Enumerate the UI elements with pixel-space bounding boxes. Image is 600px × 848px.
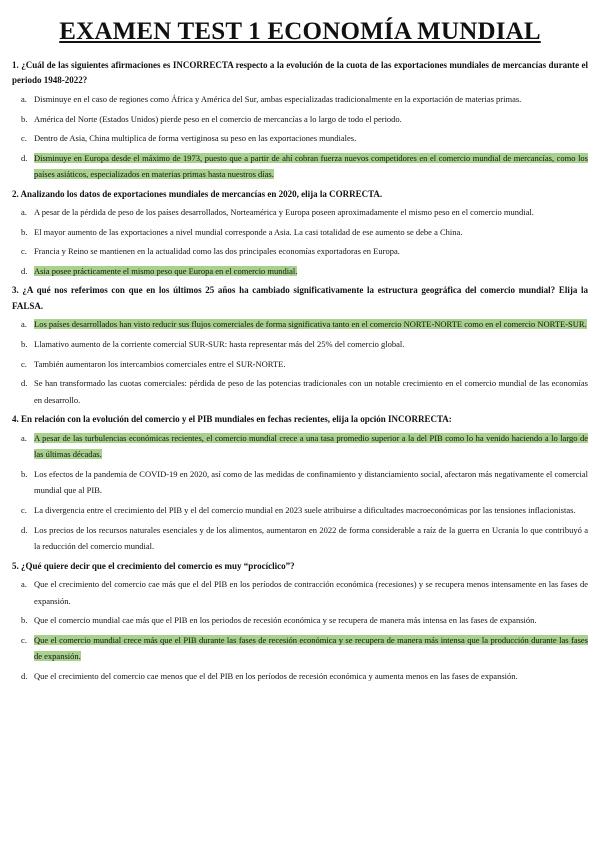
question-statement: ¿A qué nos referimos con que en los últimos 25 años ha cambiado significativamente la estructura geográfica del comercio mundial? Elija la FALSA. bbox=[12, 285, 588, 311]
answer-list bbox=[12, 204, 588, 279]
question-text bbox=[12, 58, 588, 89]
answer-option bbox=[12, 224, 588, 241]
answer-option bbox=[12, 502, 588, 519]
answer-text: Los precios de los recursos naturales esenciales y de los alimentos, aumentaron en 2022 de forma considerable a raíz de la guerra en Ucrania lo que contribuyó a la reducción del comercio mundial. bbox=[34, 524, 588, 552]
page-title: EXAMEN TEST 1 ECONOMÍA MUNDIAL bbox=[59, 18, 541, 45]
answer-option bbox=[12, 336, 588, 353]
answer-text-highlighted: Que el comercio mundial crece más que el PIB durante las fases de recesión económica y se recupera de manera más intensa que la producción durante las fases de expansión. bbox=[34, 634, 588, 662]
answer-text: Llamativo aumento de la corriente comercial SUR-SUR: hasta representar más del 25% del comercio global. bbox=[34, 338, 405, 349]
question-block bbox=[12, 187, 588, 280]
answer-text: Que el comercio mundial cae más que el PIB en los periodos de recesión económica y se recupera de manera más intensa en las fases de expansión. bbox=[34, 615, 537, 626]
answer-option bbox=[12, 375, 588, 408]
answer-option bbox=[12, 466, 588, 499]
answer-letter: a. bbox=[21, 207, 27, 218]
question-block bbox=[12, 58, 588, 183]
answer-text: Que el crecimiento del comercio cae más que el del PIB en los períodos de contracción económica (recesiones) y se recupera menos intensamente en las fases de expansión. bbox=[34, 579, 588, 606]
answer-option-correct bbox=[12, 316, 588, 333]
answer-text-highlighted: Disminuye en Europa desde el máximo de 1973, puesto que a partir de ahí cobran fuerza nuevos competidores en el comercio mundial de mercancías, como los países asiáticos, especializados en materias primas hasta nuestros días. bbox=[34, 152, 588, 180]
question-block bbox=[12, 559, 588, 685]
answer-list bbox=[12, 316, 588, 408]
answer-text: El mayor aumento de las exportaciones a nivel mundial corresponde a Asia. La casi totalidad de ese aumento se debe a China. bbox=[34, 226, 463, 237]
answer-text: Los efectos de la pandemia de COVID-19 en 2020, así como de las medidas de confinamiento y distanciamiento social, afectaron más negativamente el comercial mundial que al PIB. bbox=[34, 468, 588, 496]
answer-letter: a. bbox=[21, 93, 27, 104]
answer-option bbox=[12, 356, 588, 373]
question-statement: ¿Qué quiere decir que el crecimiento del comercio es muy “procíclico”? bbox=[21, 560, 295, 571]
answer-option-correct bbox=[12, 263, 588, 280]
answer-list bbox=[12, 91, 588, 183]
answer-letter: c. bbox=[21, 634, 27, 645]
answer-option bbox=[12, 522, 588, 555]
answer-letter: b. bbox=[21, 113, 28, 124]
answer-option bbox=[12, 111, 588, 128]
answer-letter: c. bbox=[21, 133, 27, 144]
answer-option-correct bbox=[12, 150, 588, 183]
answer-text-highlighted: A pesar de las turbulencias económicas recientes, el comercio mundial crece a una tasa promedio superior a la del PIB como lo ha venido haciendo a lo largo de las últimas décadas. bbox=[34, 432, 588, 460]
question-text bbox=[12, 559, 588, 574]
question-number: 3. bbox=[12, 285, 19, 296]
answer-option-correct bbox=[12, 632, 588, 665]
question-number: 2. bbox=[12, 188, 19, 199]
answer-option bbox=[12, 668, 588, 685]
answer-option bbox=[12, 204, 588, 221]
answer-letter: c. bbox=[21, 504, 27, 515]
answer-letter: a. bbox=[21, 432, 27, 443]
answer-letter: b. bbox=[21, 615, 28, 626]
answer-text: Disminuye en el caso de regiones como África y América del Sur, ambas especializadas tradicionalmente en la exportación de materias primas. bbox=[34, 93, 522, 104]
answer-letter: b. bbox=[21, 468, 28, 479]
answer-option bbox=[12, 576, 588, 609]
question-statement: Analizando los datos de exportaciones mundiales de mercancías en 2020, elija la CORRECTA. bbox=[20, 188, 383, 199]
question-statement: ¿Cuál de las siguientes afirmaciones es INCORRECTA respecto a la evolución de la cuota de las exportaciones mundiales de mercancías durante el periodo 1948-2022? bbox=[12, 60, 589, 86]
question-number: 5. bbox=[12, 560, 19, 571]
question-block bbox=[12, 412, 588, 554]
answer-text-highlighted: Los países desarrollados han visto reducir sus flujos comerciales de forma significativa tanto en el comercio NORTE-NORTE como en el comercio NORTE-SUR. bbox=[34, 319, 587, 330]
answer-text: Francia y Reino se mantienen en la actualidad como las dos principales economías exportadoras en Europa. bbox=[34, 246, 400, 257]
answer-list bbox=[12, 430, 588, 555]
answer-letter: c. bbox=[21, 358, 27, 369]
question-text bbox=[12, 283, 588, 314]
answer-letter: b. bbox=[21, 226, 28, 237]
answer-option bbox=[12, 243, 588, 260]
answer-letter: c. bbox=[21, 246, 27, 257]
answer-list bbox=[12, 576, 588, 684]
answer-option bbox=[12, 612, 588, 629]
answer-option bbox=[12, 130, 588, 147]
answer-letter: d. bbox=[21, 378, 28, 389]
answer-text: También aumentaron los intercambios comerciales entre el SUR-NORTE. bbox=[34, 358, 286, 369]
answer-text: La divergencia entre el crecimiento del PIB y el del comercio mundial en 2023 suele atribuirse a dificultades macroeconómicas por las tensiones inflacionistas. bbox=[34, 504, 576, 515]
answer-option-correct bbox=[12, 430, 588, 463]
answer-letter: d. bbox=[21, 524, 28, 535]
answer-letter: a. bbox=[21, 319, 27, 330]
answer-text: Se han transformado las cuotas comerciales: pérdida de peso de las potencias tradicionales con un notable crecimiento en el comercio mundial de las economías en desarrollo. bbox=[34, 378, 588, 405]
question-number: 1. bbox=[12, 60, 19, 70]
answer-letter: d. bbox=[21, 670, 28, 681]
answer-letter: a. bbox=[21, 579, 27, 590]
answer-text: A pesar de la pérdida de peso de los países desarrollados, Norteamérica y Europa poseen aproximadamente el mismo peso en el comercio mundial. bbox=[34, 207, 534, 218]
answer-letter: d. bbox=[21, 265, 28, 276]
answer-text-highlighted: Asia posee prácticamente el mismo peso que Europa en el comercio mundial. bbox=[34, 265, 298, 276]
answer-text: Dentro de Asia, China multiplica de forma vertiginosa su peso en las exportaciones mundiales. bbox=[34, 133, 357, 144]
question-text bbox=[12, 412, 588, 427]
question-text bbox=[12, 187, 588, 202]
answer-text: América del Norte (Estados Unidos) pierde peso en el comercio de mercancías a lo largo de todo el periodo. bbox=[34, 113, 402, 124]
answer-text: Que el crecimiento del comercio cae menos que el del PIB en los períodos de recesión económica y aumenta menos en las fases de expansión. bbox=[34, 670, 518, 681]
answer-option bbox=[12, 91, 588, 108]
answer-letter: b. bbox=[21, 338, 28, 349]
question-block bbox=[12, 283, 588, 408]
question-statement: En relación con la evolución del comercio y el PIB mundiales en fechas recientes, elija la opción INCORRECTA: bbox=[21, 414, 452, 425]
question-number: 4. bbox=[12, 414, 19, 425]
answer-letter: d. bbox=[21, 152, 28, 163]
